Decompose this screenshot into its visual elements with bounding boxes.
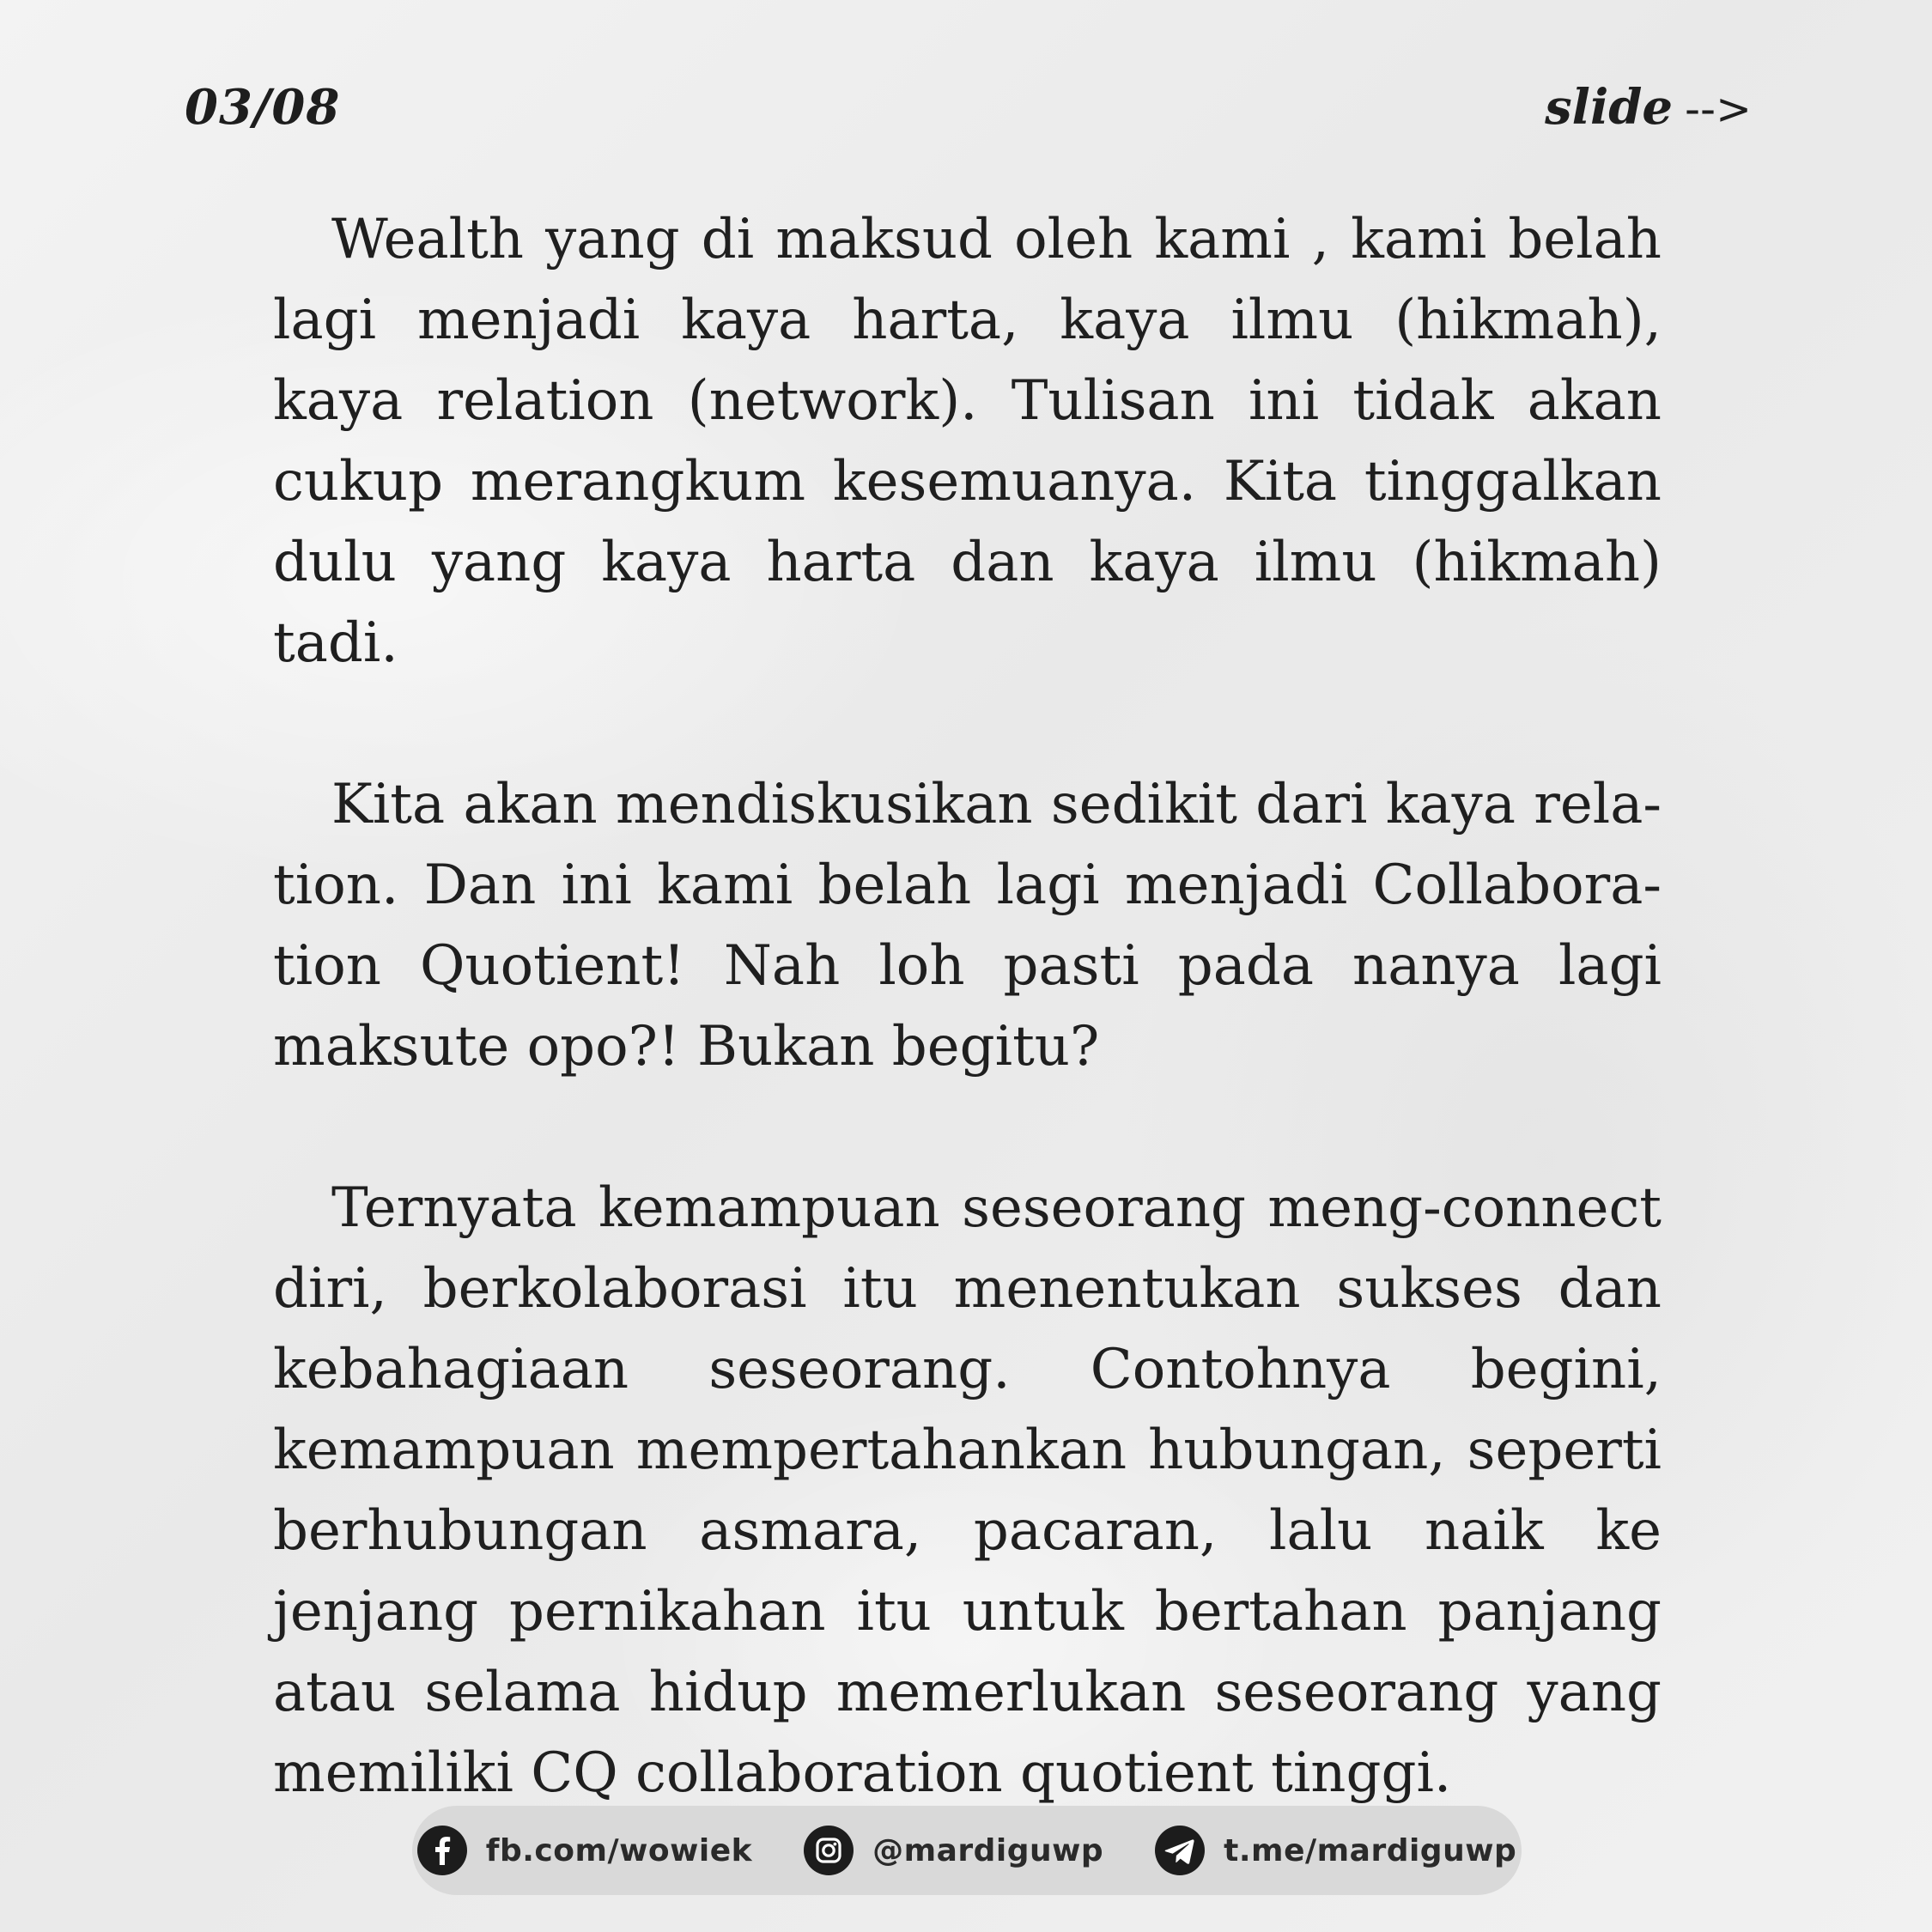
- instagram-label: @mardiguwp: [872, 1832, 1104, 1868]
- facebook-icon: [417, 1826, 467, 1875]
- telegram-link[interactable]: [1155, 1826, 1516, 1875]
- facebook-link[interactable]: [417, 1826, 752, 1875]
- instagram-icon: [804, 1826, 854, 1875]
- page-number: 03/08: [185, 79, 341, 136]
- paragraph-relation: Kita akan mendiskusikan sedikit dari kaya relation. Dan ini kami belah lagi menjadi Collaboration Quotient! Nah loh pasti pada nanya lagi maksute opo?! Bukan begitu?: [273, 773, 1662, 1078]
- slide-word: slide: [1545, 79, 1674, 136]
- paragraph-wealth: Wealth yang di maksud oleh kami , kami belah lagi menjadi kaya harta, kaya ilmu (hikmah), kaya relation (network). Tulisan ini tidak akan cukup merangkum kesemuanya. Kita tinggalkan dulu yang kaya harta dan kaya ilmu (hikmah) tadi.: [273, 208, 1662, 675]
- slide-hint: [1545, 79, 1752, 136]
- slide-arrow: -->: [1685, 84, 1752, 134]
- telegram-icon: [1155, 1826, 1205, 1875]
- facebook-label: fb.com/wowiek: [485, 1832, 753, 1868]
- social-links-bar: [412, 1806, 1522, 1895]
- telegram-label: t.me/mardiguwp: [1224, 1832, 1517, 1868]
- instagram-link[interactable]: [804, 1826, 1103, 1875]
- paragraph-collaboration: Ternyata kemampuan seseorang meng-connect diri, berkolaborasi itu menentukan sukses dan kebahagiaan seseorang. Contohnya begini, kemampuan mempertahankan hubungan, seperti berhubungan asmara, pacaran, lalu naik ke jenjang pernikahan itu untuk bertahan panjang atau selama hidup memerlukan seseorang yang memiliki CQ collaboration quotient tinggi.: [273, 1176, 1662, 1805]
- body-text: [273, 199, 1662, 1814]
